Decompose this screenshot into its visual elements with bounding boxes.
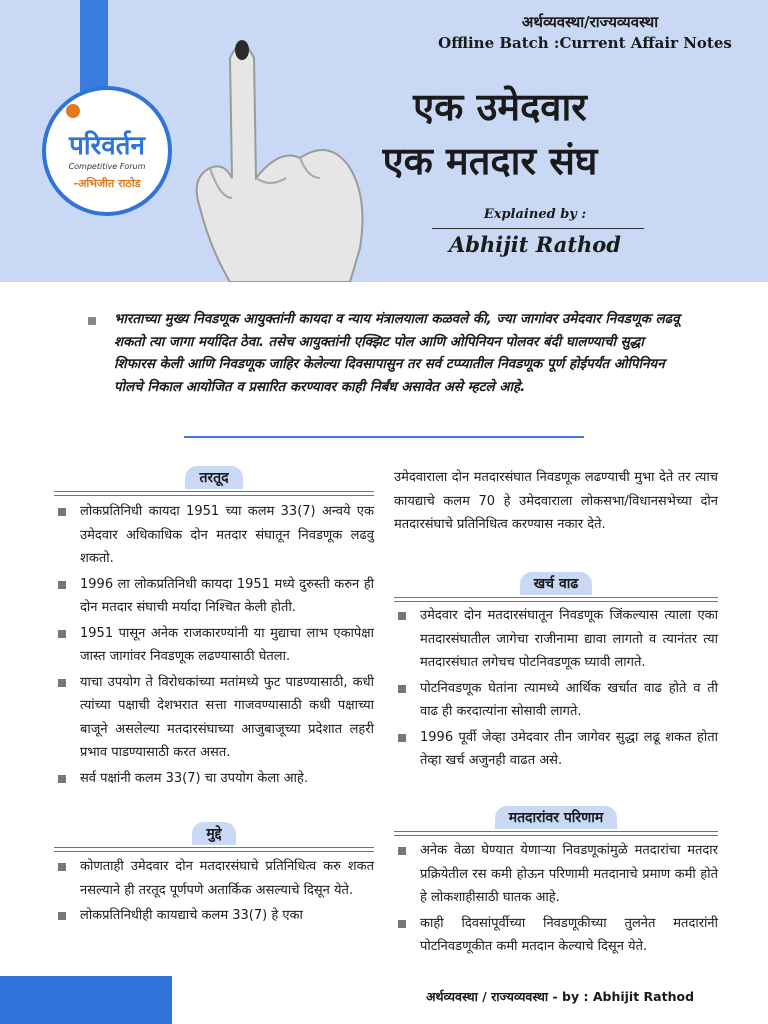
issues-heading-rule (54, 847, 374, 852)
cost-heading-wrap (394, 572, 718, 595)
page-title-line2: एक मतदार संघ (382, 139, 598, 183)
logo-figure-icon (66, 104, 80, 118)
list-item: पोटनिवडणूक घेतांना त्यामध्ये आर्थिक खर्चात वाढ होते व ती वाढ ही करदात्यांना सोसावी लागते. (394, 677, 718, 724)
intro-text: भारताच्या मुख्य निवडणूक आयुक्तांनी कायदा व न्याय मंत्रालयाला कळवले की, ज्या जागांवर उमेदवार निवडणूक लढवू शकतो त्या जागा मर्यादित ठेवा. तसेच आयुक्तांनी एक्झिट पोल आणि ओपिनियन पोलवर बंदी घालण्याची सुद्धा शिफारस केली आणि निवडणूक जाहिर केलेल्या दिवसापासुन तर सर्व टप्प्यातील निवडणूक पूर्ण होईपर्यंत ओपिनियन पोलचे निकाल आयोजित व प्रसारित करण्यावर काही निर्बंध असावेत असे म्हटले आहे. (114, 312, 680, 395)
provision-heading-wrap (54, 466, 374, 489)
footer-text: अर्थव्यवस्था / राज्यव्यवस्था - by : Abhijit Rathod (425, 989, 695, 1004)
issues-heading-wrap (54, 822, 374, 845)
provision-heading-rule (54, 491, 374, 496)
footer-accent-bar (0, 976, 172, 1024)
explained-divider (432, 228, 644, 229)
cost-heading-rule (394, 597, 718, 602)
bullet-square-icon (88, 317, 96, 325)
list-item: उमेदवार दोन मतदारसंघातून निवडणूक जिंकल्यास त्याला एका मतदारसंघातील जागेचा राजीनामा द्यावा लागतो व त्यानंतर त्या मतदारसंघात लगेचच पोटनिवडणूक घ्यावी लागते. (394, 604, 718, 675)
list-item: सर्व पक्षांनी कलम 33(7) चा उपयोग केला आहे. (54, 767, 374, 791)
list-item: याचा उपयोग ते विरोधकांच्या मतांमध्ये फुट पाडण्यासाठी, कधी त्यांच्या पक्षाची देशभरात सत्ता गाजवण्यासाठी कधी पक्षाच्या बाजूने असलेल्या मतदारसंघाच्या आजुबाजूच्या प्रदेशात लहरी प्रभाव पाडण्यासाठी करत असत. (54, 671, 374, 765)
voters-heading-wrap (394, 806, 718, 829)
list-item: 1996 ला लोकप्रतिनिधी कायदा 1951 मध्ये दुरुस्ती करुन ही दोन मतदार संघाची मर्यादा निश्चित केली होती. (54, 573, 374, 620)
header-batch: Offline Batch :Current Affair Notes (438, 34, 732, 52)
parivartan-logo (42, 86, 172, 216)
list-item: अनेक वेळा घेण्यात येणाऱ्या निवडणूकांमुळे मतदारांचा मतदार प्रक्रियेतील रस कमी होऊन परिणामी मतदानाचे प्रमाण कमी होते हे लोकशाहीसाठी घातक आहे. (394, 839, 718, 910)
logo-name-text: -अभिजीत राठोड (73, 177, 141, 190)
provision-list (54, 500, 374, 792)
list-item: काही दिवसांपूर्वीच्या निवडणूकीच्या तुलनेत मतदारांनी पोटनिवडणूकीत कमी मतदान केल्याचे दिसून येते. (394, 912, 718, 959)
continuation-text: उमेदवाराला दोन मतदारसंघात निवडणूक लढण्याची मुभा देते तर त्याच कायद्याचे कलम 70 हे उमेदवाराला लोकसभा/विधानसभेच्या दोन मतदारसंघाचे प्रतिनिधित्व करण्यास नकार देते. (394, 470, 718, 532)
list-item: 1951 पासून अनेक राजकारण्यांनी या मुद्याचा लाभ एकापेक्षा जास्त जागांवर निवडणूक लढण्यासाठी घेतला. (54, 622, 374, 669)
list-item: लोकप्रतिनिधीही कायद्याचे कलम 33(7) हे एका (54, 904, 374, 928)
issues-list (54, 855, 374, 930)
list-item: लोकप्रतिनिधी कायदा 1951 च्या कलम 33(7) अन्वये एक उमेदवार अधिकाधिक दोन मतदार संघातून निवडणूक लढवु शकतो. (54, 500, 374, 571)
intro-paragraph (88, 309, 684, 399)
logo-main-text: परिवर्तन (69, 131, 145, 161)
cost-heading: खर्च वाढ (520, 572, 593, 595)
logo-sub-text: Competitive Forum (68, 162, 146, 171)
issues-heading: मुद्दे (192, 822, 235, 845)
explained-by-label: Explained by : (483, 207, 587, 222)
author-name: Abhijit Rathod (448, 232, 621, 257)
provision-heading: तरतूद (185, 466, 242, 489)
list-item: 1996 पूर्वी जेव्हा उमेदवार तीन जागेवर सुद्धा लढू शकत होता तेव्हा खर्च अजुनही वाढत असे. (394, 726, 718, 773)
voters-list (394, 839, 718, 961)
voters-heading: मतदारांवर परिणाम (495, 806, 618, 829)
cost-list (394, 604, 718, 775)
issues-continuation (394, 466, 718, 537)
page-title-line1: एक उमेदवार (413, 85, 587, 129)
section-divider (184, 436, 584, 438)
header-banner (0, 0, 768, 282)
list-item: कोणताही उमेदवार दोन मतदारसंघाचे प्रतिनिधित्व करु शकत नसल्याने ही तरतूद पूर्णपणे अतार्किक असल्याचे दिसून येते. (54, 855, 374, 902)
header-topic: अर्थव्यवस्था/राज्यव्यवस्था (521, 13, 659, 31)
voters-heading-rule (394, 831, 718, 836)
